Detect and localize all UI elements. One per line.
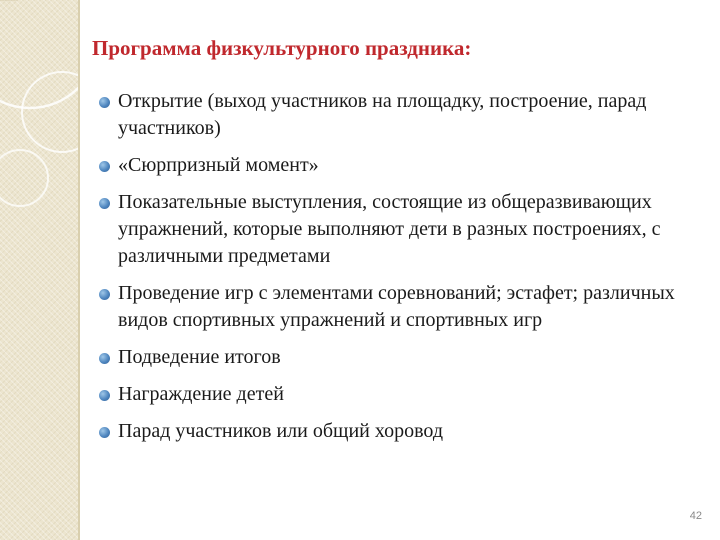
list-item-text: Открытие (выход участников на площадку, построение, парад участников) <box>118 90 647 139</box>
list-item <box>92 344 702 371</box>
list-item-text: «Сюрпризный момент» <box>118 154 319 176</box>
slide-title: Программа физкультурного праздника: <box>92 36 472 60</box>
bullet-icon <box>99 353 110 364</box>
side-panel-divider <box>78 0 80 540</box>
list-item <box>92 189 702 270</box>
list-item-text: Проведение игр с элементами соревнований; эстафет; различных видов спортивных упражнений и спортивных игр <box>118 282 675 331</box>
bullet-icon <box>99 289 110 300</box>
bullet-icon <box>99 390 110 401</box>
list-item <box>92 280 702 334</box>
list-item-text: Парад участников или общий хоровод <box>118 420 443 442</box>
list-item <box>92 381 702 408</box>
list-item-text: Награждение детей <box>118 383 284 405</box>
bullet-icon <box>99 161 110 172</box>
list-item-text: Подведение итогов <box>118 346 281 368</box>
bullet-icon <box>99 97 110 108</box>
bullet-list <box>92 88 702 455</box>
list-item-text: Показательные выступления, состоящие из общеразвивающих упражнений, которые выполняют дети в разных построениях, с различными предметами <box>118 191 661 267</box>
decorative-side-panel <box>0 0 78 540</box>
list-item <box>92 152 702 179</box>
list-item <box>92 88 702 142</box>
bullet-icon <box>99 198 110 209</box>
bullet-icon <box>99 427 110 438</box>
page-number: 42 <box>689 510 702 522</box>
decorative-circles-icon <box>0 0 78 540</box>
list-item <box>92 418 702 445</box>
